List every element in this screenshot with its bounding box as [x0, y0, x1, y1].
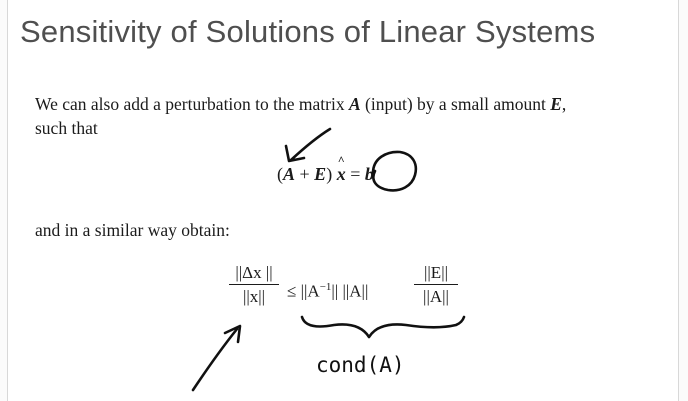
symbol-A: A — [348, 94, 361, 114]
arrow-to-relative-error-icon — [193, 326, 240, 390]
eq-symbol-x-hat: ^ x — [337, 164, 346, 185]
inverse-norm-close: || — [331, 281, 339, 301]
symbol-E: E — [550, 94, 562, 114]
relative-error-denominator: ||x|| — [242, 287, 266, 306]
eq-equals: = — [345, 164, 365, 184]
handwritten-annotations — [8, 0, 678, 401]
eq-symbol-b: b — [364, 164, 374, 184]
cond-A-label: cond(A) — [316, 353, 405, 377]
eq-symbol-E: E — [314, 164, 327, 184]
para1-text-1: We can also add a perturbation to the matrix — [35, 94, 349, 114]
paragraph-similar-way: and in a similar way obtain: — [35, 220, 230, 240]
eq-plus: + — [295, 164, 315, 184]
curly-brace-icon — [302, 317, 464, 337]
arrow-to-A-icon — [286, 129, 330, 161]
leq-sign: ≤ — [287, 281, 301, 301]
inverse-norm-open: ||A — [300, 281, 320, 301]
matrix-norm: ||A|| — [338, 281, 369, 301]
eq-symbol-A: A — [283, 164, 296, 184]
para1-text-2: (input) by a small amount — [360, 94, 551, 114]
inverse-exponent: −1 — [319, 281, 332, 293]
relative-perturbation-denominator: ||A|| — [423, 287, 449, 306]
eq-paren-open: ( — [277, 164, 283, 184]
eq-paren-close: ) — [326, 164, 337, 184]
slide-title: Sensitivity of Solutions of Linear Systems — [20, 14, 596, 49]
relative-error-numerator: ||Δx || — [229, 263, 279, 285]
relative-perturbation-numerator: ||E|| — [414, 263, 458, 285]
para1-text-3: , such that — [35, 94, 567, 138]
slide — [7, 0, 679, 401]
circle-around-b-icon — [373, 152, 416, 190]
